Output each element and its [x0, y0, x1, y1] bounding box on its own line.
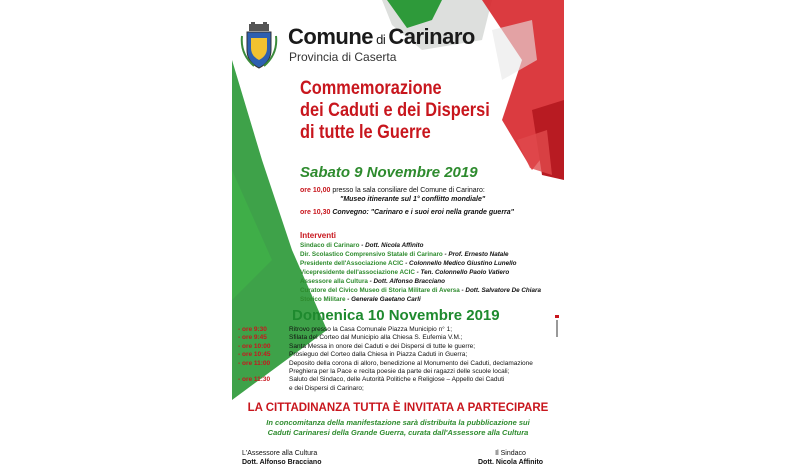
list-item: [300, 259, 541, 268]
speaker-name: - Ten. Colonnello Paolo Vatiero: [414, 269, 510, 276]
list-item: [300, 241, 541, 250]
sunday-heading: Domenica 10 Novembre 2019: [292, 307, 500, 324]
invitation-banner: LA CITTADINANZA TUTTA È INVITATA A PARTECIPARE: [247, 402, 549, 414]
signature-role: L'Assessore alla Cultura: [242, 450, 318, 457]
role: Sindaco di Carinaro: [300, 242, 360, 249]
item-text: Sfilata del Corteo dal Municipio alla Chiesa S. Eufemia V.M.;: [289, 334, 463, 342]
coat-of-arms-icon: [240, 22, 278, 70]
speaker-name: - Dott. Nicola Affinito: [359, 242, 424, 249]
saturday-item-1-sub: "Museo itinerante sul 1° conflitto mondiale": [340, 196, 486, 203]
title-line-3: di tutte le Guerre: [300, 122, 431, 143]
schedule-row: [238, 351, 533, 359]
sunday-schedule: [238, 326, 533, 393]
list-item: [300, 295, 541, 304]
item-text: Saluto del Sindaco, delle Autorità Politiche e Religiose – Appello dei Caduti: [289, 376, 505, 384]
role: Curatore del Civico Museo di Storia Militare di Aversa: [300, 287, 460, 294]
provincia-label: Provincia di Caserta: [289, 50, 397, 64]
list-item: [300, 268, 541, 277]
time-label: - ore 10:00: [238, 342, 271, 350]
saturday-item-2: [300, 208, 514, 217]
schedule-row: [238, 343, 533, 351]
item-text: Prosieguo del Corteo dalla Chiesa in Piazza Caduti in Guerra;: [289, 351, 468, 359]
list-item: [300, 250, 541, 259]
comune-di: di: [373, 32, 389, 47]
comune-title: [288, 24, 475, 50]
item-text: Deposito della corona di alloro, benedizione al Monumento dei Caduti, declamazione: [289, 359, 533, 367]
schedule-row: [238, 385, 533, 393]
item-text: Preghiera per la Pace e recita poesie da parte dei ragazzi delle scuole locali;: [289, 368, 510, 376]
signature-assessore: [242, 449, 321, 467]
speaker-name: - Colonnello Medico Giustino Lunello: [403, 260, 517, 267]
signature-name: Dott. Alfonso Bracciano: [242, 459, 322, 466]
speaker-name: - Generale Gaetano Carli: [345, 296, 421, 303]
schedule-row: [238, 376, 533, 384]
role: Storico Militare: [300, 296, 346, 303]
time-label: - ore 11:30: [238, 376, 271, 384]
signature-sindaco: [478, 449, 543, 467]
speaker-name: - Prof. Ernesto Natale: [442, 251, 509, 258]
item-text: Convegno: "Carinaro e i suoi eroi nella grande guerra": [332, 209, 514, 216]
printer-mark-icon: [555, 315, 559, 337]
publication-note-line-1: In concomitanza della manifestazione sarà distribuita la pubblicazione sui: [266, 418, 530, 427]
title-line-1: Commemorazione: [300, 78, 442, 99]
role: Dir. Scolastico Comprensivo Statale di Carinaro: [300, 251, 443, 258]
item-text: Ritrovo presso la Casa Comunale Piazza Municipio n° 1;: [289, 326, 453, 333]
speaker-name: - Dott. Salvatore De Chiara: [459, 287, 541, 294]
role: Vicepresidente dell'associazione ACIC: [300, 269, 415, 276]
schedule-row: [238, 334, 533, 342]
role: Presidente dell'Associazione ACIC: [300, 260, 404, 267]
schedule-row: [238, 360, 533, 368]
time-label: - ore 11:00: [238, 359, 271, 367]
interventi-heading: Interventi: [300, 231, 337, 240]
item-text: e dei Dispersi di Carinaro;: [289, 384, 364, 392]
event-title: [300, 78, 506, 144]
time-label: ore 10,00: [300, 187, 331, 194]
event-poster: [232, 0, 564, 469]
role: Assessore alla Cultura: [300, 278, 368, 285]
saturday-heading: Sabato 9 Novembre 2019: [300, 164, 478, 181]
time-label: - ore 10:45: [238, 351, 271, 359]
time-label: - ore 9:45: [238, 334, 267, 342]
list-item: [300, 286, 541, 295]
title-line-2: dei Caduti e dei Dispersi: [300, 100, 490, 121]
signature-role: Il Sindaco: [495, 450, 526, 457]
comune-word: Comune: [288, 24, 373, 49]
italian-flag-background: [232, 0, 564, 469]
comune-name: Carinaro: [388, 24, 475, 49]
signature-name: Dott. Nicola Affinito: [478, 459, 544, 466]
publication-note: [232, 418, 564, 438]
item-text: presso la sala consiliare del Comune di Carinaro:: [332, 187, 485, 194]
time-label: ore 10,30: [300, 209, 331, 216]
speaker-name: - Dott. Alfonso Bracciano: [367, 278, 445, 285]
schedule-row: [238, 368, 533, 376]
list-item: [300, 277, 541, 286]
time-label: - ore 9:30: [238, 326, 267, 333]
saturday-item-1: [300, 186, 485, 195]
schedule-row: [238, 326, 533, 334]
publication-note-line-2: Caduti Carinaresi della Grande Guerra, curata dall'Assessore alla Cultura: [267, 428, 529, 437]
item-text: Santa Messa in onore dei Caduti e dei Dispersi di tutte le guerre;: [289, 342, 476, 350]
interventi-list: [300, 241, 541, 304]
